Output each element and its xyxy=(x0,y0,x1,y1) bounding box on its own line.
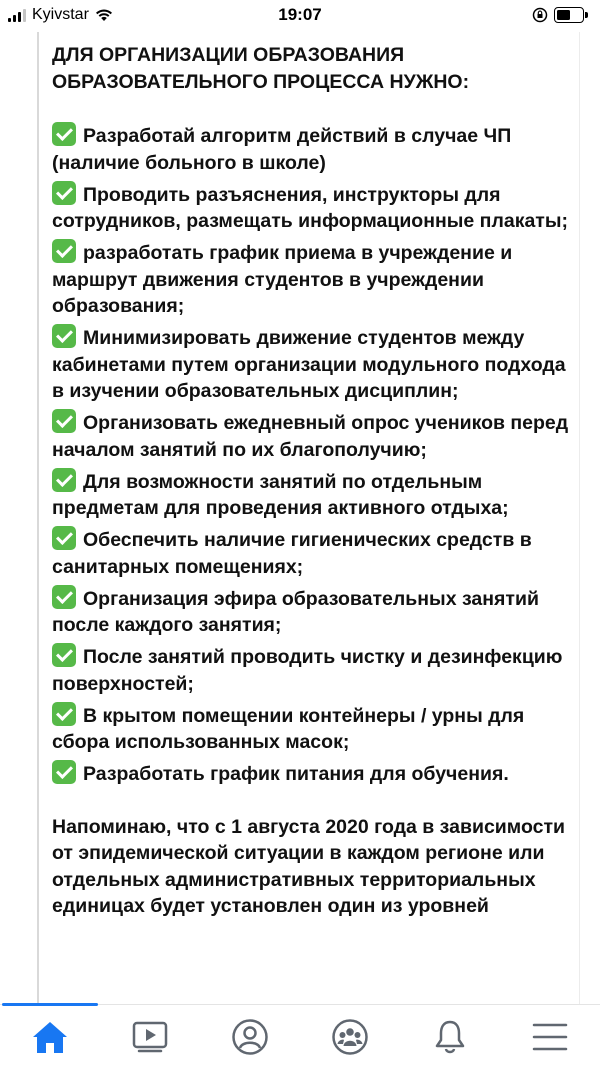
menu-icon xyxy=(531,1021,569,1053)
post-body xyxy=(52,42,576,920)
list-item xyxy=(52,468,576,522)
tab-groups[interactable] xyxy=(328,1015,372,1059)
orientation-lock-icon xyxy=(532,7,548,23)
groups-icon xyxy=(331,1018,369,1056)
list-item-text: Минимизировать движение студентов между кабинетами путем организации модульного подхода в изучении образовательных дисциплин; xyxy=(52,327,566,402)
check-mark-icon xyxy=(52,760,76,784)
list-item-text: Организация эфира образовательных занятий после каждого занятия; xyxy=(52,587,539,636)
check-mark-icon xyxy=(52,122,76,146)
bottom-tab-bar xyxy=(0,1004,600,1066)
list-item xyxy=(52,122,576,176)
active-tab-indicator xyxy=(2,1003,98,1006)
list-item xyxy=(52,760,576,788)
list-item-text: В крытом помещении контейнеры / урны для сбора использованных масок; xyxy=(52,704,525,753)
status-bar xyxy=(0,0,600,32)
tab-home[interactable] xyxy=(28,1015,72,1059)
list-item-text: Для возможности занятий по отдельным предметам для проведения активного отдыха; xyxy=(52,470,509,519)
check-mark-icon xyxy=(52,468,76,492)
home-icon xyxy=(31,1020,69,1054)
list-item xyxy=(52,585,576,639)
check-mark-icon xyxy=(52,324,76,348)
check-mark-icon xyxy=(52,702,76,726)
check-mark-icon xyxy=(52,239,76,263)
list-item xyxy=(52,526,576,580)
battery-icon xyxy=(554,7,584,23)
tab-profile[interactable] xyxy=(228,1015,272,1059)
tab-video[interactable] xyxy=(128,1015,172,1059)
list-item xyxy=(52,643,576,697)
list-item xyxy=(52,702,576,756)
list-item xyxy=(52,409,576,463)
quote-bar xyxy=(37,32,39,1004)
post-content xyxy=(0,32,600,1004)
list-item-text: Обеспечить наличие гигиенических средств в санитарных помещениях; xyxy=(52,529,532,578)
check-mark-icon xyxy=(52,585,76,609)
post-footer-paragraph: Напоминаю, что с 1 августа 2020 года в зависимости от эпидемической ситуации в каждом регионе или отдельных административных территориальных единицах будет установлен один из уровней xyxy=(52,815,565,917)
tab-notifications[interactable] xyxy=(428,1015,472,1059)
profile-icon xyxy=(231,1018,269,1056)
post-heading: ДЛЯ ОРГАНИЗАЦИИ ОБРАЗОВАНИЯ ОБРАЗОВАТЕЛЬНОГО ПРОЦЕССА НУЖНО: xyxy=(52,44,470,93)
list-item-text: Разработать график питания для обучения. xyxy=(83,763,509,785)
tab-menu[interactable] xyxy=(528,1015,572,1059)
check-mark-icon xyxy=(52,526,76,550)
carrier-name: Kyivstar xyxy=(32,6,89,23)
list-item-text: Проводить разъяснения, инструкторы для сотрудников, размещать информационные плакаты; xyxy=(52,183,568,232)
video-icon xyxy=(131,1020,169,1054)
check-mark-icon xyxy=(52,643,76,667)
check-mark-icon xyxy=(52,181,76,205)
check-mark-icon xyxy=(52,409,76,433)
content-edge xyxy=(579,32,580,1004)
list-item-text: Организовать ежедневный опрос учеников перед началом занятий по их благополучию; xyxy=(52,412,569,461)
list-item xyxy=(52,324,576,405)
list-item xyxy=(52,181,576,235)
list-item-text: После занятий проводить чистку и дезинфекцию поверхностей; xyxy=(52,646,563,695)
list-item-text: Разработай алгоритм действий в случае ЧП (наличие больного в школе) xyxy=(52,125,512,174)
status-right xyxy=(532,7,584,23)
clock: 19:07 xyxy=(278,5,322,24)
list-item-text: разработать график приема в учреждение и маршрут движения студентов в учреждении образования; xyxy=(52,242,513,317)
list-item xyxy=(52,239,576,320)
bell-icon xyxy=(431,1018,469,1056)
